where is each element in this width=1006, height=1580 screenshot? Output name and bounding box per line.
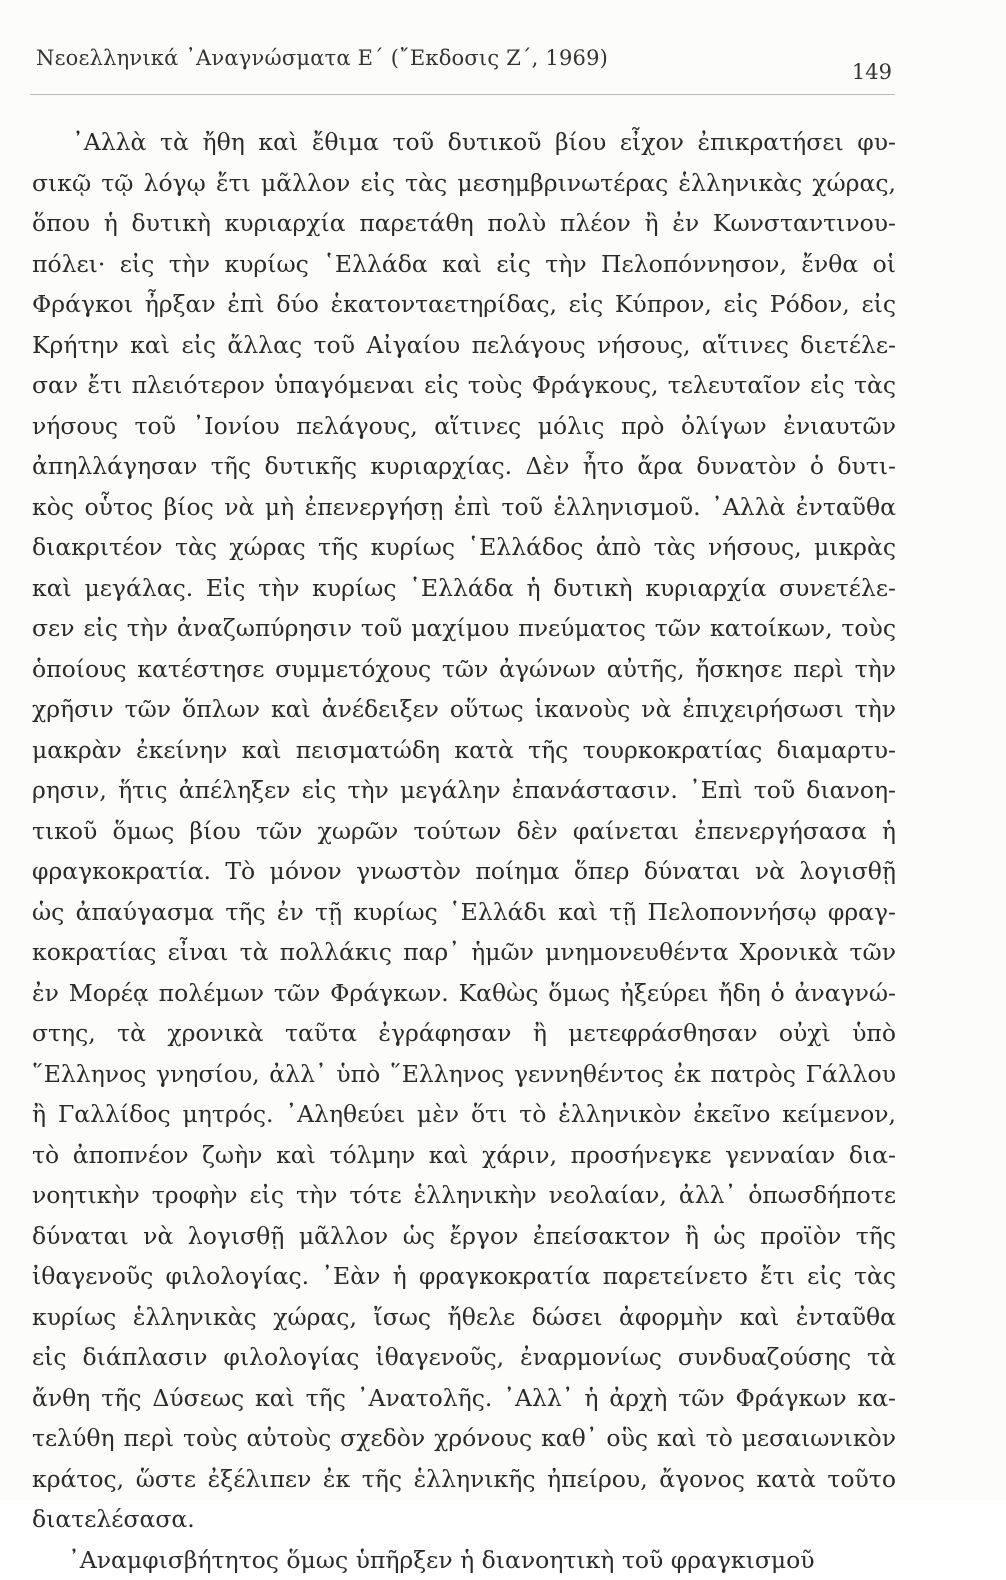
text-line: ἄνθη τῆς Δύσεως καὶ τῆς ᾿Ανατολῆς. ᾿Αλλ᾿ ἡ ἀρχὴ τῶν Φράγκων κα- xyxy=(32,1378,896,1419)
text-line: καὶ μεγάλας. Εἰς τὴν κυρίως ῾Ελλάδα ἡ δυτικὴ κυριαρχία συνετέλε- xyxy=(32,568,896,609)
text-line: τελύθη περὶ τοὺς αὐτοὺς σχεδὸν χρόνους καθ᾿ οὓς καὶ τὸ μεσαιωνικὸν xyxy=(32,1418,896,1459)
text-line: ἀπηλλάγησαν τῆς δυτικῆς κυριαρχίας. Δὲν ἦτο ἄρα δυνατὸν ὁ δυτι- xyxy=(32,446,896,487)
text-line: τικοῦ ὅμως βίου τῶν χωρῶν τούτων δὲν φαίνεται ἐπενεργήσασα ἡ xyxy=(32,811,896,852)
text-line: Κρήτην καὶ εἰς ἄλλας τοῦ Αἰγαίου πελάγους νήσους, αἵτινες διετέλε- xyxy=(32,325,896,366)
text-line: τὸ ἀποπνέον ζωὴν καὶ τόλμην καὶ χάριν, προσήνεγκε γενναίαν δια- xyxy=(32,1135,896,1176)
text-line: στης, τὰ χρονικὰ ταῦτα ἐγράφησαν ἢ μετεφράσθησαν οὐχὶ ὑπὸ xyxy=(32,1013,896,1054)
text-line: σαν ἔτι πλειότερον ὑπαγόμεναι εἰς τοὺς Φράγκους, τελευταῖον εἰς τὰς xyxy=(32,365,896,406)
text-line: ὅπου ἡ δυτικὴ κυριαρχία παρετάθη πολὺ πλέον ἢ ἐν Κωνσταντινου- xyxy=(32,203,896,244)
text-line: κράτος, ὥστε ἐξέλιπεν ἐκ τῆς ἑλληνικῆς ἠπείρου, ἄγονος κατὰ τοῦτο xyxy=(32,1459,896,1500)
running-header-title: Νεοελληνικά ᾿Αναγνώσματα Ε΄ (῎Εκδοσις Ζ΄, 1969) xyxy=(36,46,608,70)
text-line: ᾿Αλλὰ τὰ ἤθη καὶ ἔθιμα τοῦ δυτικοῦ βίου εἶχον ἐπικρατήσει φυ- xyxy=(32,122,896,163)
text-line: κὸς οὗτος βίος νὰ μὴ ἐπενεργήσῃ ἐπὶ τοῦ ἑλληνισμοῦ. ᾿Αλλὰ ἐνταῦθα xyxy=(32,487,896,528)
body-text xyxy=(32,122,896,1580)
header-rule xyxy=(30,94,895,95)
text-line: νοητικὴν τροφὴν εἰς τὴν τότε ἑλληνικὴν νεολαίαν, ἀλλ᾿ ὁπωσδήποτε xyxy=(32,1175,896,1216)
text-line: ἰθαγενοῦς φιλολογίας. ᾿Εὰν ἡ φραγκοκρατία παρετείνετο ἔτι εἰς τὰς xyxy=(32,1256,896,1297)
text-line: πόλει· εἰς τὴν κυρίως ῾Ελλάδα καὶ εἰς τὴν Πελοπόννησον, ἔνθα οἱ xyxy=(32,244,896,285)
text-line: χρῆσιν τῶν ὅπλων καὶ ἀνέδειξεν οὕτως ἱκανοὺς νὰ ἐπιχειρήσωσι τὴν xyxy=(32,689,896,730)
text-line: ὡς ἀπαύγασμα τῆς ἐν τῇ κυρίως ῾Ελλάδι καὶ τῇ Πελοποννήσῳ φραγ- xyxy=(32,892,896,933)
text-line: εἰς διάπλασιν φιλολογίας ἰθαγενοῦς, ἐναρμονίως συνδυαζούσης τὰ xyxy=(32,1337,896,1378)
text-line: ᾿Αναμφισβήτητος ὅμως ὑπῆρξεν ἡ διανοητικὴ τοῦ φραγκισμοῦ xyxy=(32,1540,896,1580)
text-line: ὁποίους κατέστησε συμμετόχους τῶν ἀγώνων αὐτῆς, ἤσκησε περὶ τὴν xyxy=(32,649,896,690)
text-line: Φράγκοι ἦρξαν ἐπὶ δύο ἑκατονταετηρίδας, εἰς Κύπρον, εἰς Ρόδον, εἰς xyxy=(32,284,896,325)
text-line: σικῷ τῷ λόγῳ ἔτι μᾶλλον εἰς τὰς μεσημβρινωτέρας ἑλληνικὰς χώρας, xyxy=(32,163,896,204)
text-line: ἐν Μορέᾳ πολέμων τῶν Φράγκων. Καθὼς ὅμως ἠξεύρει ἤδη ὁ ἀναγνώ- xyxy=(32,973,896,1014)
text-line: δύναται νὰ λογισθῇ μᾶλλον ὡς ἔργον ἐπείσακτον ἢ ὡς προϊὸν τῆς xyxy=(32,1216,896,1257)
text-line: σεν εἰς τὴν ἀναζωπύρησιν τοῦ μαχίμου πνεύματος τῶν κατοίκων, τοὺς xyxy=(32,608,896,649)
text-line: φραγκοκρατία. Τὸ μόνον γνωστὸν ποίημα ὅπερ δύναται νὰ λογισθῇ xyxy=(32,851,896,892)
text-line: διατελέσασα. xyxy=(32,1499,896,1540)
text-line: κυρίως ἑλληνικὰς χώρας, ἴσως ἤθελε δώσει ἀφορμὴν καὶ ἐνταῦθα xyxy=(32,1297,896,1338)
text-line: μακρὰν ἐκείνην καὶ πεισματώδη κατὰ τῆς τουρκοκρατίας διαμαρτυ- xyxy=(32,730,896,771)
running-header xyxy=(36,40,896,80)
text-line: ρησιν, ἥτις ἀπέληξεν εἰς τὴν μεγάλην ἐπανάστασιν. ᾿Επὶ τοῦ διανοη- xyxy=(32,770,896,811)
text-line: διακριτέον τὰς χώρας τῆς κυρίως ῾Ελλάδος ἀπὸ τὰς νήσους, μικρὰς xyxy=(32,527,896,568)
text-line: κοκρατίας εἶναι τὰ πολλάκις παρ᾿ ἡμῶν μνημονευθέντα Χρονικὰ τῶν xyxy=(32,932,896,973)
page-number: 149 xyxy=(852,60,892,84)
text-line: νήσους τοῦ ᾿Ιονίου πελάγους, αἵτινες μόλις πρὸ ὀλίγων ἐνιαυτῶν xyxy=(32,406,896,447)
text-line: ῞Ελληνος γνησίου, ἀλλ᾿ ὑπὸ ῞Ελληνος γεννηθέντος ἐκ πατρὸς Γάλλου xyxy=(32,1054,896,1095)
text-line: ἢ Γαλλίδος μητρός. ᾿Αληθεύει μὲν ὅτι τὸ ἑλληνικὸν ἐκεῖνο κείμενον, xyxy=(32,1094,896,1135)
